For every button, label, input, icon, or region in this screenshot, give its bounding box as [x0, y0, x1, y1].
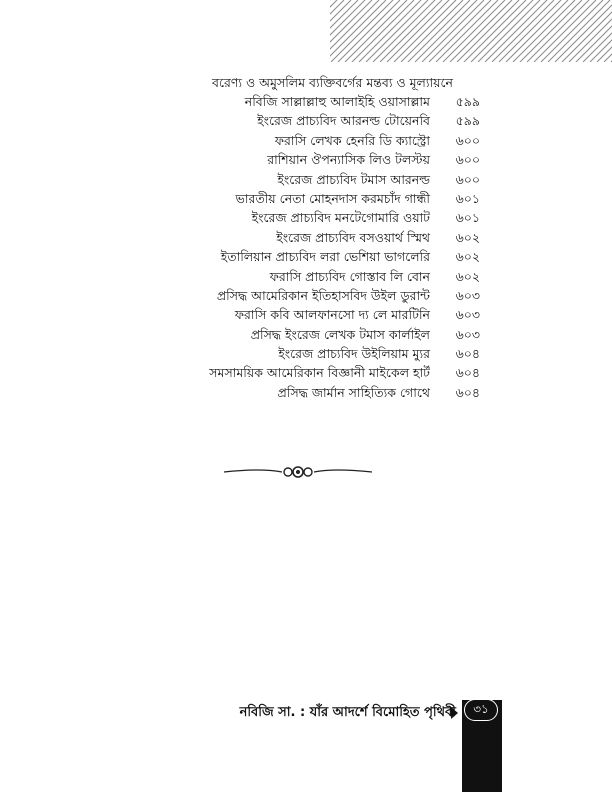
toc-entry: [150, 307, 480, 326]
toc-entry: [150, 191, 480, 210]
toc-entry-title: রাশিয়ান ঔপন্যাসিক লিও টলস্টয়: [267, 152, 430, 168]
triangle-pointer-icon: [451, 707, 458, 719]
toc-entry-title: ইংরেজ প্রাচ্যবিদ মনটেগোমারি ওয়াট: [251, 210, 430, 226]
toc-entry-title: সমসাময়িক আমেরিকান বিজ্ঞানী মাইকেল হার্ট: [209, 365, 430, 381]
toc-entry-page: ৬০২: [455, 249, 480, 265]
toc-entry-page: ৫৯৯: [455, 113, 480, 129]
toc-entry-title: ইংরেজ প্রাচ্যবিদ টমাস আরনল্ড: [277, 171, 430, 187]
toc-entry: [150, 288, 480, 307]
toc-entry: [150, 152, 480, 171]
toc-entry-page: ৬০১: [455, 210, 480, 226]
toc-entry: [150, 230, 480, 249]
toc-entry: [150, 133, 480, 152]
toc-entry-title: ইংরেজ প্রাচ্যবিদ আরনল্ড টোয়েনবি: [257, 113, 430, 129]
page-number: ৩১: [464, 699, 498, 721]
toc-entry-title: ইংরেজ প্রাচ্যবিদ উইলিয়াম ম্যুর: [278, 346, 430, 362]
toc-entry-page: ৬০৩: [455, 326, 480, 342]
section-divider-ornament: [222, 462, 374, 482]
toc-entry-page: ৬০৪: [455, 384, 480, 400]
toc-entry-page: ৬০০: [455, 132, 480, 148]
toc-entry: [150, 385, 480, 404]
toc-entry: [150, 327, 480, 346]
toc-entry-page: ৫৯৯: [455, 94, 480, 109]
toc-entry: [150, 269, 480, 288]
toc-entry-page: ৬০১: [455, 190, 480, 206]
toc-entry-page: ৬০০: [455, 171, 480, 187]
toc-entry-page: ৬০২: [455, 229, 480, 245]
toc-entry: [150, 249, 480, 268]
diagonal-hatch-decoration: [330, 0, 612, 62]
toc-entry: [150, 172, 480, 191]
toc-entry-title: প্রসিদ্ধ ইংরেজ লেখক টমাস কার্লাইল: [250, 326, 430, 342]
toc-entry-title: ফরাসি লেখক হেনরি ডি ক্যাস্ট্রো: [274, 132, 430, 148]
toc-entry-page: ৬০৩: [455, 307, 480, 323]
toc-entry-title: ইতালিয়ান প্রাচ্যবিদ লরা ভেশিয়া ভাগলেরি: [220, 249, 430, 265]
toc-entry-page: ৬০৩: [455, 287, 480, 303]
toc-entry-page: ৬০২: [455, 268, 480, 284]
running-footer-book-title: নবিজি সা. : যাঁর আদর্শে বিমোহিত পৃথিবী: [239, 705, 456, 720]
toc-entry-title: প্রসিদ্ধ আমেরিকান ইতিহাসবিদ উইল ডুরান্ট: [216, 287, 430, 303]
toc-entry-title: ফরাসি প্রাচ্যবিদ গোস্তাব লি বোন: [269, 268, 430, 284]
toc-entry: [150, 210, 480, 229]
toc-entry-title: প্রসিদ্ধ জার্মান সাহিত্যিক গোথে: [277, 384, 430, 400]
toc-entry-title: ফরাসি কবি আলফানসো দ্য লে মারটিনি: [234, 307, 430, 323]
toc-entry: [150, 365, 480, 384]
toc-entry: [150, 346, 480, 365]
toc-entry: [150, 94, 480, 113]
section-heading: বরেণ্য ও অমুসলিম ব্যক্তিবর্গের মন্তব্য ও মূল্যায়নে: [212, 75, 453, 90]
toc-entry-page: ৬০৪: [455, 365, 480, 381]
table-of-contents: [150, 94, 480, 404]
toc-entry-title: ইংরেজ প্রাচ্যবিদ বসওয়ার্থ স্মিথ: [276, 229, 430, 245]
toc-entry-page: ৬০৪: [455, 346, 480, 362]
toc-entry-page: ৬০০: [455, 152, 480, 168]
toc-entry-title: ভারতীয় নেতা মোহনদাস করমচাঁদ গান্ধী: [235, 190, 430, 206]
toc-entry: [150, 113, 480, 132]
toc-entry-title: নবিজি সাল্লাল্লাহু আলাইহি ওয়াসাল্লাম: [244, 94, 430, 109]
